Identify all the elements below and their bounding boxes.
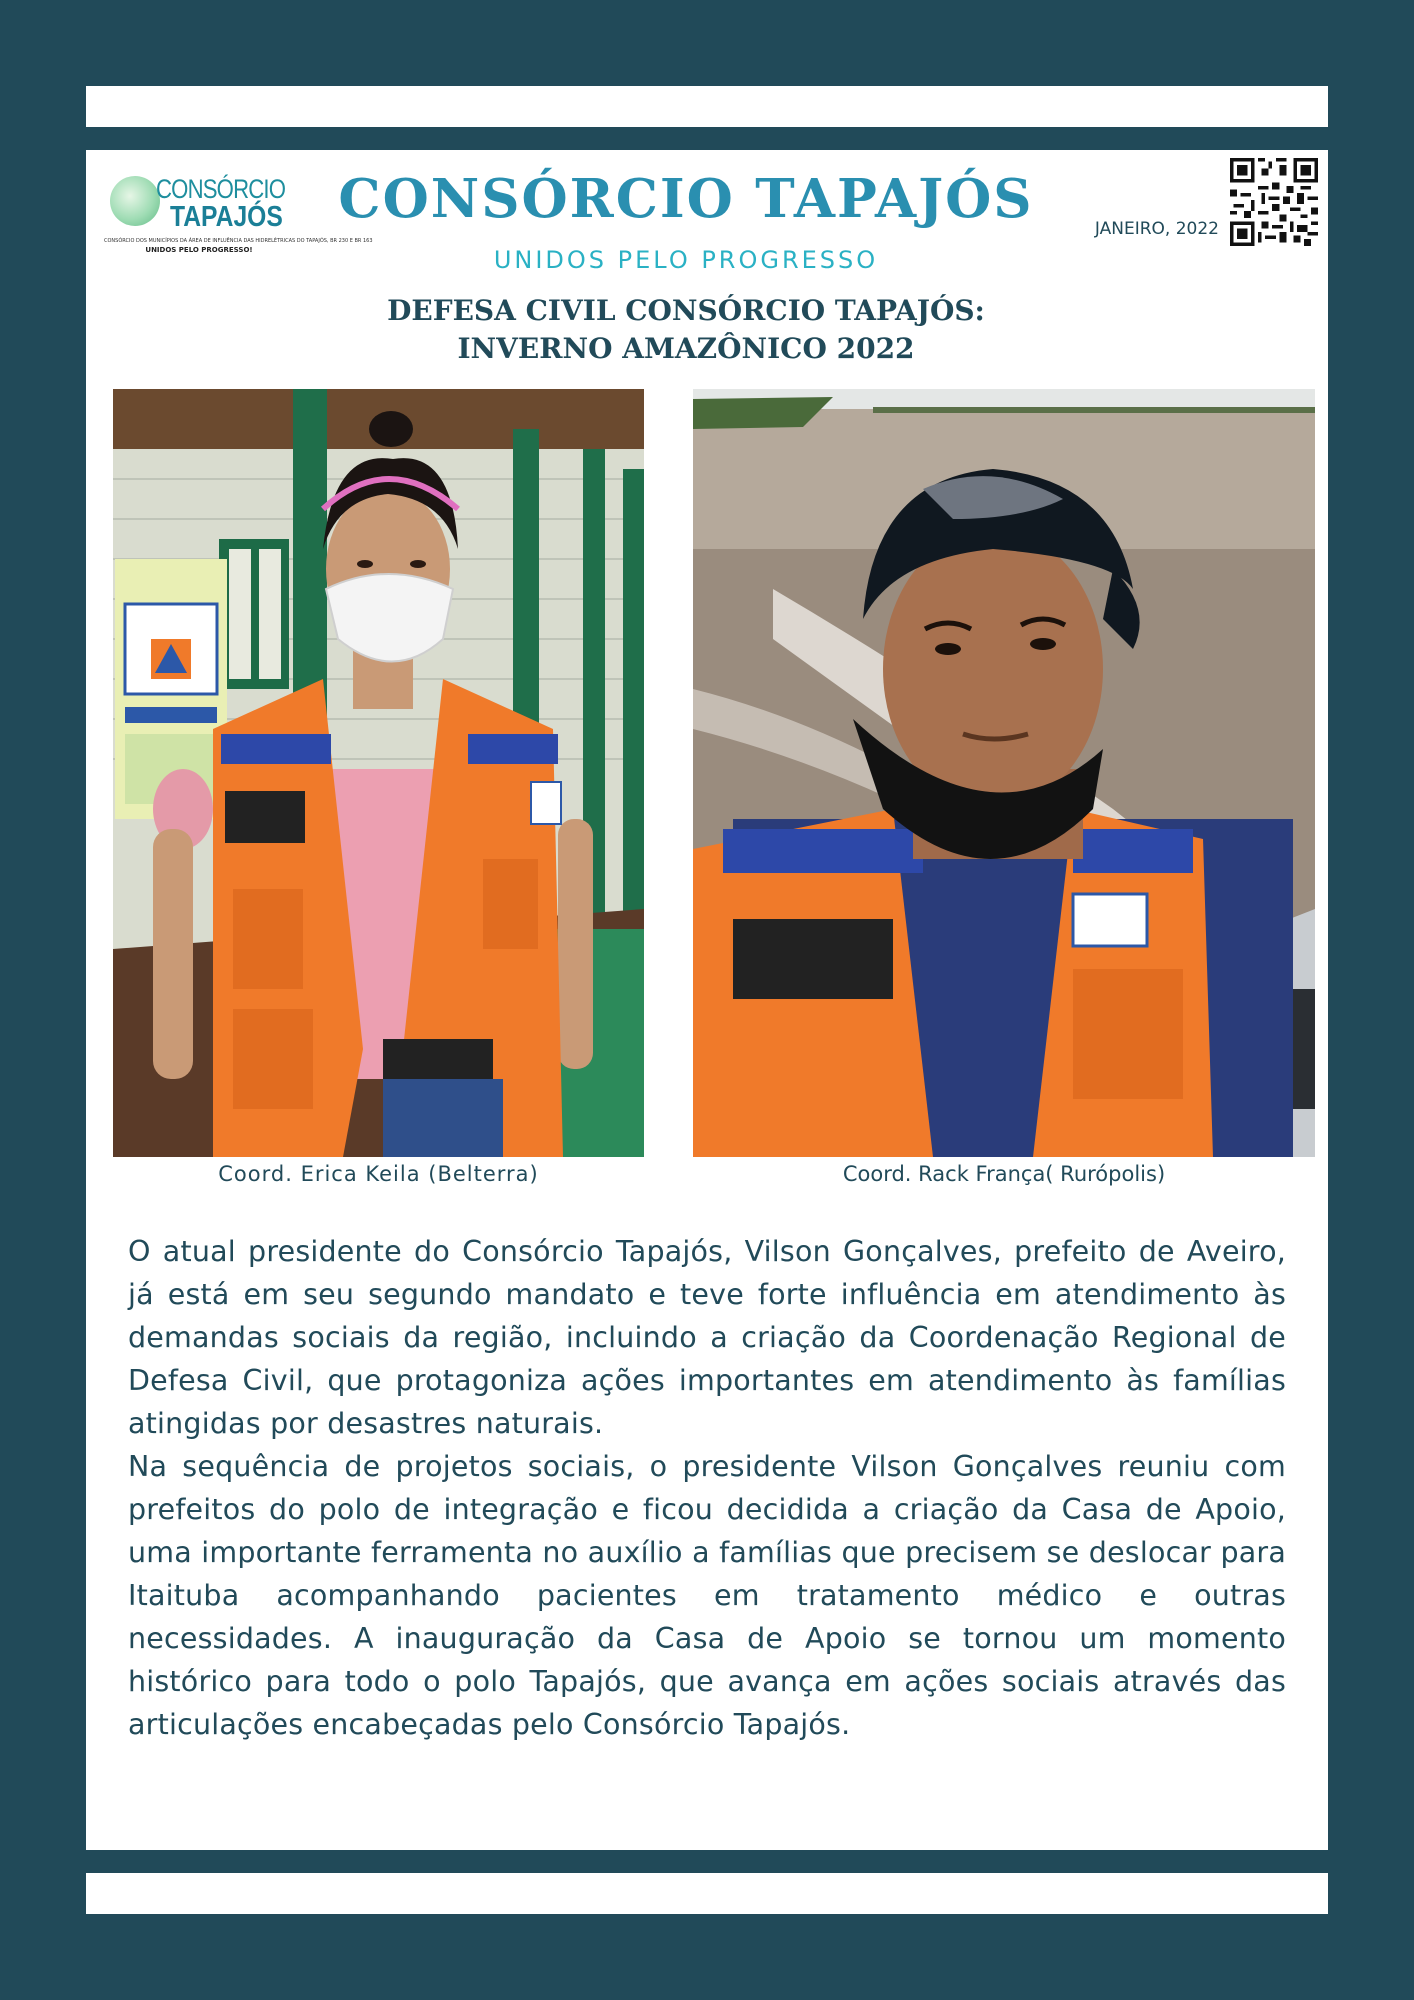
caption-right: Coord. Rack França( Rurópolis) [842, 1162, 1166, 1186]
photo-erica-keila [113, 389, 644, 1157]
qr-code-icon [1230, 158, 1318, 246]
article-headline [276, 292, 1096, 368]
river-boat-scene-image [693, 389, 1315, 1157]
headline-line1: DEFESA CIVIL CONSÓRCIO TAPAJÓS: [387, 294, 985, 327]
article-paragraph-1: O atual presidente do Consórcio Tapajós, Vilson Gonçalves, prefeito de Aveiro, já está em seu segundo mandato e teve forte influência em atendimento às demandas sociais da região, incluindo a criação da Coordenação Regional de Defesa Civil, que protagoniza ações importantes em atendimento às famílias atingidas por desastres naturais. [128, 1235, 1286, 1440]
globe-logo-icon [110, 176, 160, 226]
issue-date: JANEIRO, 2022 [1094, 219, 1219, 239]
page-title: CONSÓRCIO TAPAJÓS [338, 168, 1034, 230]
top-white-band [86, 86, 1328, 127]
logo-motto: UNIDOS PELO PROGRESSO! [145, 246, 253, 254]
article-paragraph-2: Na sequência de projetos sociais, o presidente Vilson Gonçalves reuniu com prefeitos do polo de integração e ficou decidida a criação da Casa de Apoio, uma importante ferramenta no auxílio a famílias que precisem se deslocar para Itaituba acompanhando pacientes em tratamento médico e outras necessidades. A inauguração da Casa de Apoio se tornou um momento histórico para todo o polo Tapajós, que avança em ações sociais através das articulações encabeçadas pelo Consórcio Tapajós. [128, 1450, 1286, 1741]
headline-line2: INVERNO AMAZÔNICO 2022 [457, 332, 915, 365]
newsletter-page [86, 150, 1328, 1850]
photo-rack-franca [693, 389, 1315, 1157]
logo-line1: CONSÓRCIO [156, 174, 286, 204]
logo-small-text: CONSÓRCIO DOS MUNICÍPIOS DA ÁREA DE INFLUÊNCIA DAS HIDRELÉTRICAS DO TAPAJÓS, BR 230 E BR 163 [104, 238, 373, 244]
bottom-white-band [86, 1873, 1328, 1914]
caption-left: Coord. Erica Keila (Belterra) [218, 1162, 539, 1186]
logo-line2: TAPAJÓS [170, 201, 283, 233]
porch-scene-image [113, 389, 644, 1157]
article-body [128, 1230, 1286, 1746]
page-subtitle: UNIDOS PELO PROGRESSO [493, 246, 879, 274]
consorcio-logo [104, 170, 373, 265]
